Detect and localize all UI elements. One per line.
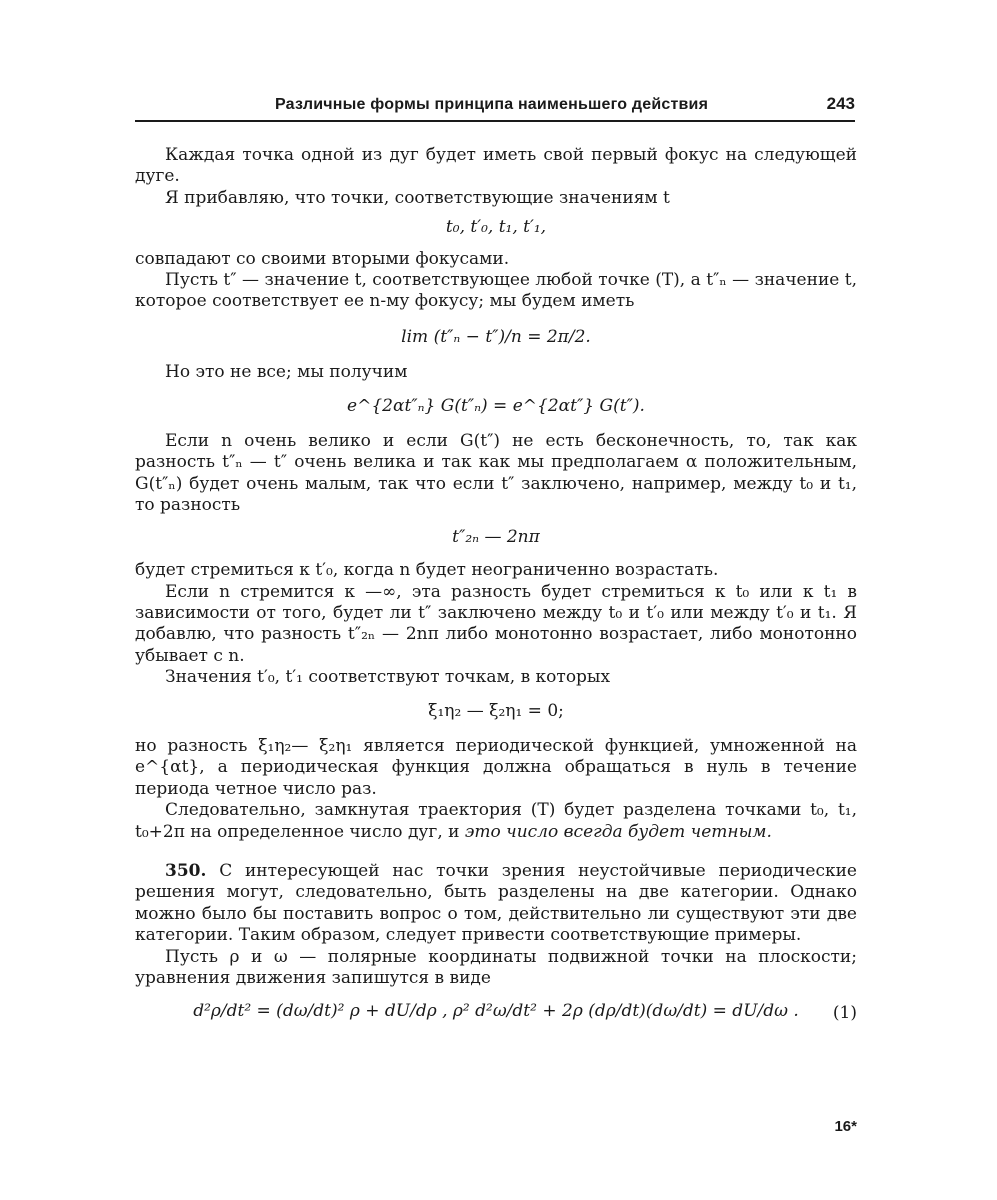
- paragraph: Если n очень велико и если G(t″) не есть бесконечность, то, так как разность t″ₙ — t″ очень велика и так как мы предполагаем α положительным, G(t″ₙ) будет очень малым, так что если t″ заключено, например, между t₀ и t₁, то разность: [135, 431, 857, 516]
- paragraph: совпадают со своими вторыми фокусами.: [135, 248, 510, 269]
- paragraph-text: С интересующей нас точки зрения неустойчивые периодические решения могут, следовательно, быть разделены на две категории. Однако можно было бы поставить вопрос о том, действительно ли существуют эти две категории. Таким образом, следует привести соответствующие примеры.: [135, 860, 857, 946]
- section-paragraph: [135, 861, 857, 947]
- running-title: Различные формы принципа наименьшего действия: [275, 96, 709, 113]
- equation-number: (1): [832, 1003, 857, 1024]
- page-number: 243: [826, 94, 855, 113]
- formula: ξ₁η₂ — ξ₂η₁ = 0;: [428, 700, 564, 721]
- paragraph: будет стремиться к t′₀, когда n будет неограниченно возрастать.: [135, 560, 719, 581]
- section-number: 350.: [165, 860, 207, 881]
- formula: t₀, t′₀, t₁, t′₁,: [445, 217, 547, 238]
- paragraph: Но это не все; мы получим: [165, 362, 408, 383]
- paragraph: Каждая точка одной из дуг будет иметь свой первый фокус на следующей дуге.: [135, 145, 857, 187]
- paragraph-text: Следовательно, замкнутая траектория (T) будет разделена точками t₀, t₁, t₀+2π на определенное число дуг, и: [135, 800, 857, 842]
- equation-row: [135, 991, 857, 1035]
- formula: e^{2αt″ₙ} G(t″ₙ) = e^{2αt″} G(t″).: [347, 395, 645, 416]
- emphasis-text: это число всегда будет четным.: [464, 821, 772, 842]
- paragraph: [135, 800, 857, 843]
- formula: t″₂ₙ — 2nπ: [452, 526, 540, 547]
- equation: d²ρ/dt² = (dω/dt)² ρ + dU/dρ , ρ² d²ω/dt² + 2ρ (dρ/dt)(dω/dt) = dU/dω .: [193, 1001, 799, 1022]
- page-header: [135, 92, 855, 122]
- page-body: [135, 145, 857, 1035]
- signature-mark: 16*: [834, 1118, 857, 1135]
- paragraph: Если n стремится к —∞, эта разность будет стремиться к t₀ или к t₁ в зависимости от того, будет ли t″ заключено между t₀ и t′₀ или между t′₀ и t₁. Я добавлю, что разность t″₂ₙ — 2nπ либо монотонно возрастает, либо монотонно убывает с n.: [135, 581, 857, 666]
- paragraph: но разность ξ₁η₂— ξ₂η₁ является периодической функцией, умноженной на e^{αt}, а периодическая функция должна обращаться в нуль в течение периода четное число раз.: [135, 735, 857, 799]
- formula: lim (t″ₙ − t″)/n = 2π/2.: [401, 326, 591, 347]
- paragraph: Значения t′₀, t′₁ соответствуют точкам, в которых: [165, 667, 611, 688]
- paragraph: Пусть ρ и ω — полярные координаты подвижной точки на плоскости; уравнения движения запишутся в виде: [135, 946, 857, 988]
- paragraph: Я прибавляю, что точки, соответствующие значениям t: [165, 187, 670, 208]
- paragraph: Пусть t″ — значение t, соответствующее любой точке (T), а t″ₙ — значение t, которое соответствует ее n-му фокусу; мы будем иметь: [135, 270, 857, 312]
